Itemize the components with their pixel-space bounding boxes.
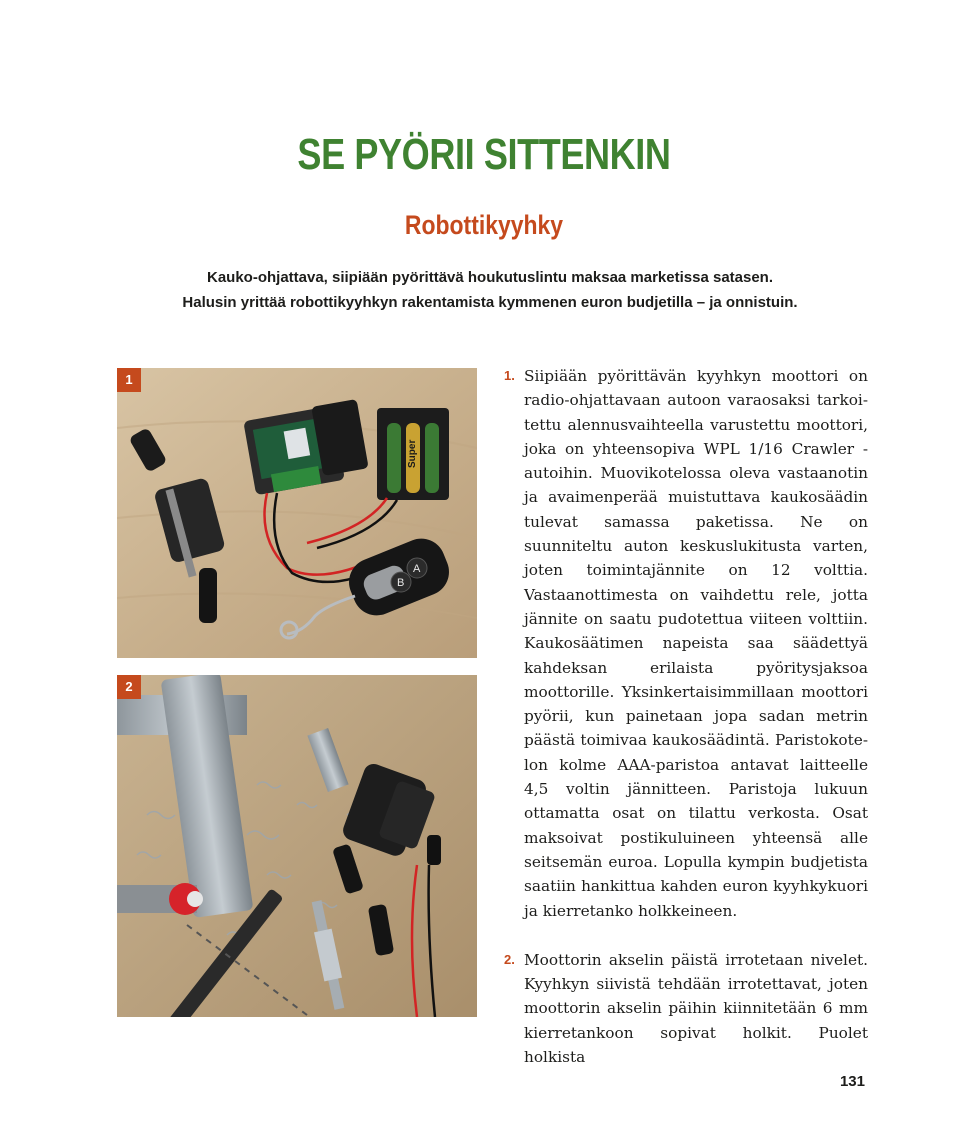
photo-receiver-and-remote — [117, 368, 477, 658]
photo-1-illustration — [117, 368, 477, 658]
battery-brand-label: Super — [407, 439, 418, 468]
photo-2-illustration — [117, 675, 477, 1017]
instruction-step — [502, 948, 868, 1069]
intro-lead — [100, 265, 880, 315]
remote-key-b: B — [397, 577, 405, 589]
instructions-column — [502, 364, 868, 1069]
step-number: 2. — [504, 951, 515, 967]
remote-key-a: A — [413, 563, 421, 575]
photo-motor-and-couplers — [117, 675, 477, 1017]
photo-number-badge: 1 — [117, 368, 141, 392]
battery-box — [377, 408, 449, 500]
step-text: Siipiään pyörittävän kyyhkyn moottori on radio-ohjattavaan autoon varaosaksi tarkoitettu alennusvaihteella varustettu moottori, joka on yhteensopiva WPL 1/16 Crawler -autoihin. Muovikotelossa oleva vastaanotin ja avaimenperää muistuttava kaukosäädin tulevat samassa paketissa. Ne on suunniteltu auton keskuslukitusta varten, joten toimintajännite on 12 volttia. Vastaanottimesta on vaihdettu rele, jotta jännite on saatu pudotettua viiteen volttiin. Kaukosäätimen napeista saa säädettyä kahdeksan erilaista pyöritysjaksoa moottorille. Yksinkertaisimmillaan moottori pyörii, kun painetaan jopa sadan metrin päästä toimivaa kaukosäädintä. Paristokotelon kolme AAA-paristoa antavat laitteelle 4,5 voltin jännitteen. Paristoja lukuun ottamatta osat on tilattu verkosta. Osat maksoivat postikuluineen yhteensä alle seitsemän euroa. Lopulla kympin budjetista saatiin hankittua kahden euron kyyhkykuori ja kierretanko holkkeineen. — [524, 367, 868, 920]
article-subtitle: Robottikyyhky — [404, 210, 564, 240]
intro-line: Kauko-ohjattava, siipiään pyörittävä houkutuslintu maksaa marketissa satasen. — [206, 269, 774, 286]
page-title: SE PYÖRII SITTENKIN — [297, 130, 671, 179]
intro-line: Halusin yrittää robottikyyhkyn rakentamista kymmenen euron budjetilla – ja onnistuin. — [182, 294, 798, 311]
step-number: 1. — [504, 368, 515, 383]
instruction-step — [502, 364, 868, 923]
page-number: 131 — [839, 1073, 865, 1090]
photo-number-badge: 2 — [117, 675, 141, 699]
step-text: Moottorin akselin päistä irrotetaan nivelet. Kyyhkyn siivistä tehdään irrotettavat, joten moottorin akselin päihin kiinnitetään 6 mm kierretankoon sopivat holkit. Puolet holkista — [524, 950, 868, 1067]
